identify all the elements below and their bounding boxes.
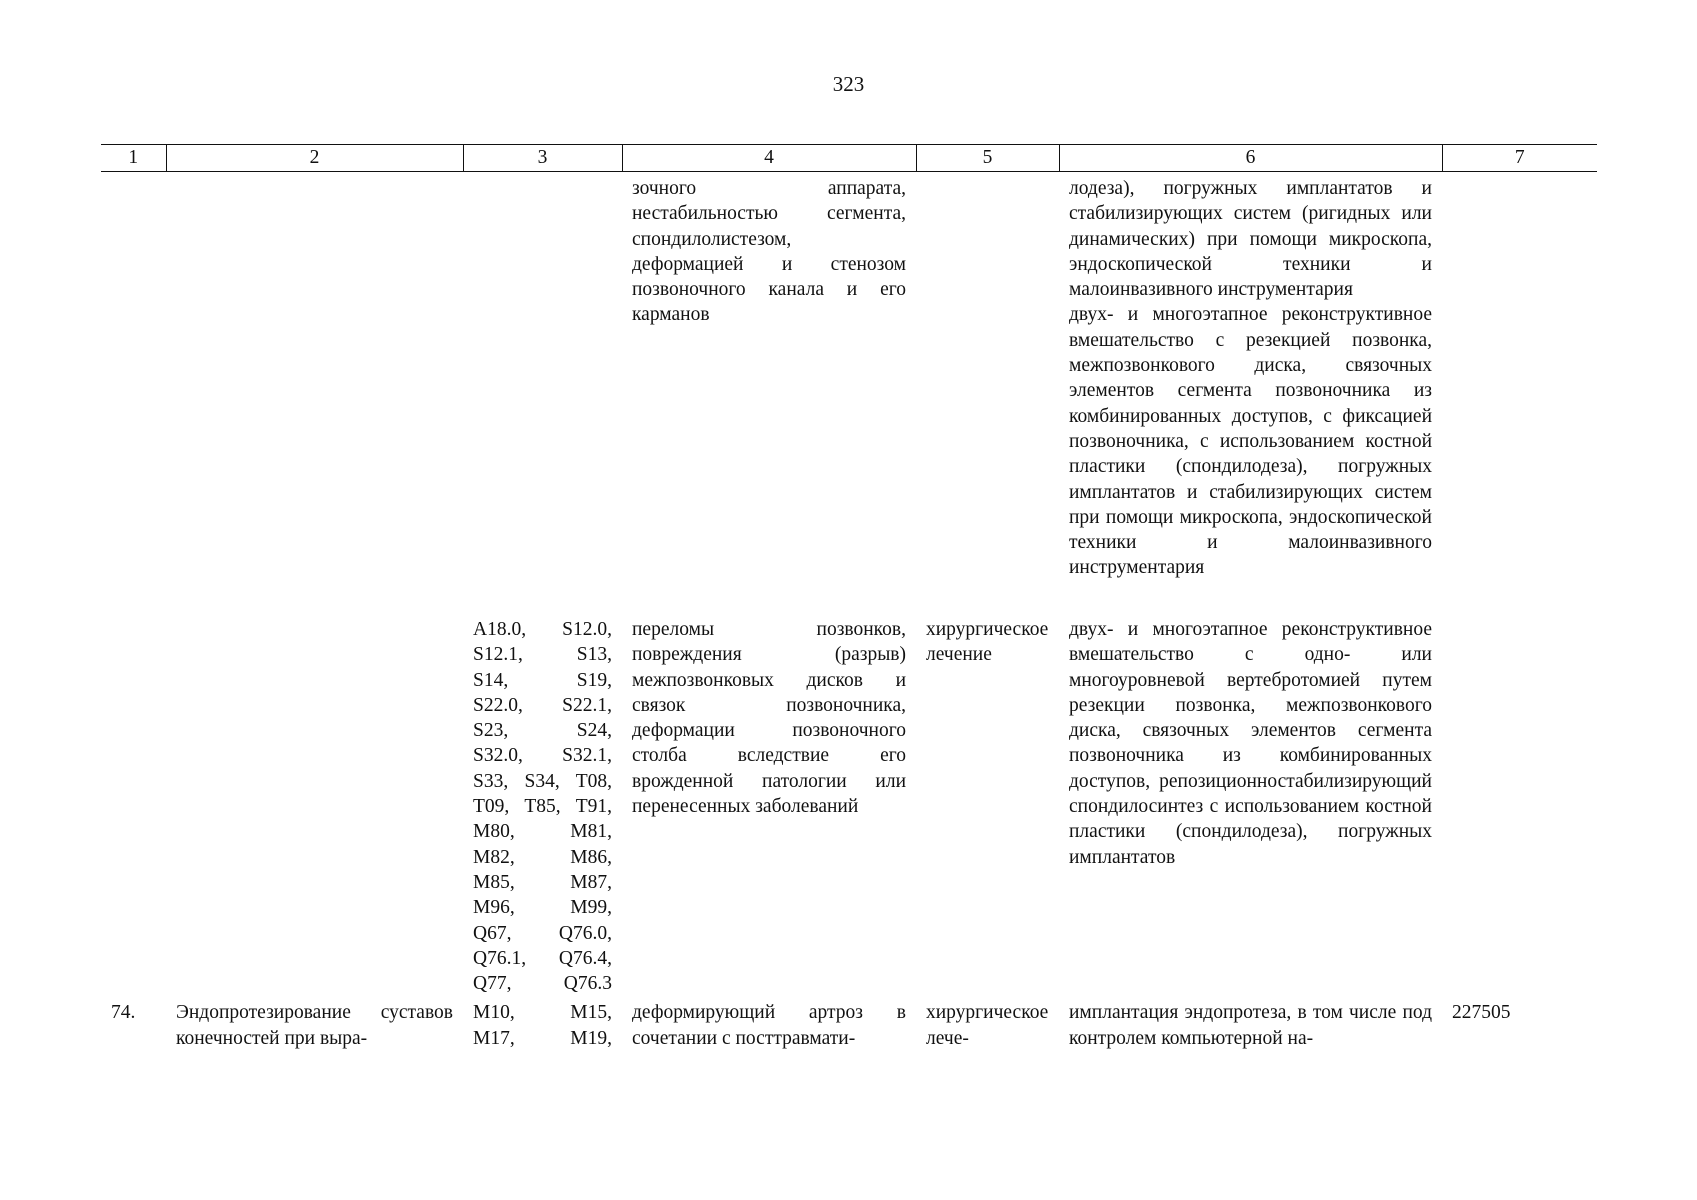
icd-code-line: S12.1, S13,: [473, 644, 612, 666]
icd-code-line: S22.0, S22.1,: [473, 694, 612, 716]
icd-code-line: M85, M87,: [473, 871, 612, 893]
procedure-name: [166, 172, 463, 614]
treatment-type: хирургическое лечение: [926, 619, 1049, 666]
table-header-row: [101, 145, 1597, 172]
method-paragraph: лодеза), погружных имплантатов и стабилизирующих систем (ригидных или динамических) при помощи микроскопа, эндоскопической техники и малоинвазивного инструментария: [1069, 178, 1432, 301]
table-row: [101, 172, 1597, 614]
icd-code-line: M82, M86,: [473, 846, 612, 868]
method-paragraph: имплантация эндопротеза, в том числе под контролем компьютерной на-: [1069, 1002, 1432, 1049]
column-header: 6: [1059, 145, 1442, 172]
table-row: [101, 996, 1597, 1051]
icd-codes: [463, 172, 622, 614]
column-header: 4: [622, 145, 916, 172]
icd-code-line: T09, T85, T91,: [473, 796, 612, 818]
cost-value: 227505: [1452, 1002, 1511, 1024]
icd-code-line: M10, M15,: [473, 1002, 612, 1024]
table-row: [101, 613, 1597, 996]
page-number: 323: [832, 72, 865, 96]
row-number: 74.: [111, 1002, 136, 1024]
icd-code-line: Q67, Q76.0,: [473, 922, 612, 944]
cost-value: [1442, 172, 1597, 614]
treatment-type: [916, 172, 1059, 614]
row-number: [101, 613, 166, 996]
icd-code-line: S33, S34, T08,: [473, 770, 612, 792]
patient-model: переломы позвонков, повреждения (разрыв) межпозвонковых дисков и связок позвоночника, деформации позвоночного столба вследствие его врожденной патологии или перенесенных заболеваний: [632, 619, 906, 818]
icd-code-line: S23, S24,: [473, 720, 612, 742]
procedure-name: [166, 613, 463, 996]
procedure-name: Эндопротезирование суставов конечностей при выра-: [176, 1002, 453, 1049]
icd-code-line: S32.0, S32.1,: [473, 745, 612, 767]
procedures-table: [101, 144, 1597, 1051]
icd-code-line: A18.0, S12.0,: [473, 619, 612, 640]
column-header: 5: [916, 145, 1059, 172]
patient-model: деформирующий артроз в сочетании с посттравмати-: [632, 1002, 906, 1049]
method-paragraph: двух- и многоэтапное реконструктивное вмешательство с резекцией позвонка, межпозвонкового диска, связочных элементов сегмента позвоночника из комбинированных доступов, с фиксацией позвоночника, с использованием костной пластики (спондилодеза), погружных имплантатов и стабилизирующих систем при помощи микроскопа, эндоскопической техники и малоинвазивного инструментария: [1069, 304, 1432, 579]
column-header: 1: [101, 145, 166, 172]
column-header: 7: [1442, 145, 1597, 172]
treatment-method: [1059, 613, 1442, 996]
icd-codes: [463, 996, 622, 1051]
icd-codes: [463, 613, 622, 996]
patient-model: зочного аппарата, нестабильностью сегмента, спондилолистезом, деформацией и стенозом позвоночного канала и его карманов: [632, 178, 906, 326]
cost-value: [1442, 613, 1597, 996]
row-number: [101, 172, 166, 614]
icd-code-line: Q77, Q76.3: [473, 973, 612, 995]
column-header: 2: [166, 145, 463, 172]
icd-code-line: S14, S19,: [473, 669, 612, 691]
icd-code-line: M96, M99,: [473, 897, 612, 919]
treatment-method: [1059, 172, 1442, 614]
treatment-type: хирургическое лече-: [926, 1002, 1049, 1049]
icd-code-line: M17, M19,: [473, 1027, 612, 1049]
treatment-method: [1059, 996, 1442, 1051]
icd-code-line: Q76.1, Q76.4,: [473, 947, 612, 969]
column-header: 3: [463, 145, 622, 172]
icd-code-line: M80, M81,: [473, 821, 612, 843]
method-paragraph: двух- и многоэтапное реконструктивное вмешательство с одно- или многоуровневой вертебротомией путем резекции позвонка, межпозвонкового диска, связочных элементов сегмента позвоночника из комбинированных доступов, репозиционностабилизирующий спондилосинтез с использованием костной пластики (спондилодеза), погружных имплантатов: [1069, 619, 1432, 868]
